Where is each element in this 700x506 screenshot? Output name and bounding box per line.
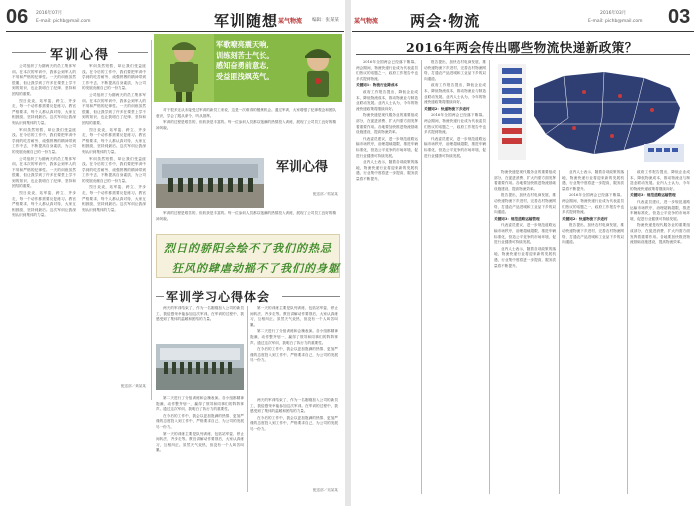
title2-rule-right bbox=[282, 296, 340, 297]
training-photo-2 bbox=[156, 344, 244, 390]
slogan-line-2: 狂风的肆虐动摇不了我们的身躯 bbox=[172, 262, 340, 275]
brand-logo: 某气物流 bbox=[278, 18, 303, 25]
title-rule-left bbox=[12, 52, 46, 53]
section-title: 军训随想 bbox=[214, 12, 279, 30]
middle-credit: 配送部／郭某某 bbox=[312, 192, 338, 196]
logistics-map bbox=[494, 58, 690, 166]
column-divider bbox=[151, 40, 152, 400]
article1-credit: 配送部／黄某某 bbox=[120, 384, 146, 388]
training-photo-1 bbox=[156, 158, 264, 208]
article-title-study: 军训学习心得体会 bbox=[166, 290, 271, 304]
article2-credit: 配送部／吴某某 bbox=[312, 488, 338, 492]
map-graphic bbox=[494, 58, 690, 166]
header-date: 2016年07月 bbox=[36, 11, 63, 16]
news-column-3: 物流快递是现代服务业的重要组成部分，在促进消费、扩大内需方面发挥着重要作用。各地要加快推进物流基础设施建设，提高物流效率。 报告提出，加快农村电商发展，推动快递物流下乡进村，完善农村物流网络，打通农产品进城和工业品下乡的双向通道。 关键词3：规范道路运输管理 代表委员建议，进一步规范道路运输市场秩序，治理超载超限，推进车辆标准化，营造公平竞争的市场环境，促进行业健康可持续发展。 业内人士表示，随着各项政策的落地，物流快递行业将迎来新的发展机遇，行业集中度将进一步提高，服务质量将不断提升。 bbox=[494, 170, 556, 268]
page-gutter bbox=[345, 0, 351, 506]
page-number-right: 03 bbox=[668, 6, 691, 28]
soldier-icon-right bbox=[305, 49, 331, 97]
brand-logo-right: 某气物流 bbox=[354, 18, 379, 25]
article2-column-right: 第一天的训练主要是队列训练，包括站军姿、停止间转法、齐步走等。教官讲解动作要领后，大家认真练习，互相纠正。虽然天气炎热，但没有一个人叫苦叫累。 第二天进行了分组训练和会操表演。各小组都精神饱满，动作整齐划一，赢得了领导和同事们的阵阵掌声。通过这次军训，我明白了执行力的重要性。 在今后的工作中，我会以更加饱满的热情、更加严谨的态度投入到工作中，严格要求自己，为公司的发展尽一份力。 bbox=[250, 306, 338, 363]
headline: 2016年两会传出哪些物流快递新政策？ bbox=[406, 40, 638, 55]
header-email-right: E-mail: pichb@mail.com bbox=[588, 19, 643, 24]
left-header bbox=[6, 6, 344, 32]
article1-column-1: 公司组织了为期两天的员工集体军训。在本次的军训中，我体会到军人的不易和严格的纪律性。一天的训练虽然很累，但让我学到了许多在课堂上学不到的知识，也让我明白了纪律、坚持和团结的重要。 烈日炎炎，站军姿、跨立、齐步走，每一个动作都需要反复练习。教官严格要求，每个人都认真对待，大家互相鼓励，坚持到最后。这次军训让我深刻认识到集体的力量。 军训虽然短暂，却让我们受益匪浅。在今后的工作中，我们要把军训中学到的吃苦耐劳、顽强拼搏的精神带到工作中去，不断提高自身素质，为公司的发展贡献自己的一份力量。 公司组织了为期两天的员工集体军训。在本次的军训中，我体会到军人的不易和严格的纪律性。一天的训练虽然很累，但让我学到了许多在课堂上学不到的知识，也让我明白了纪律、坚持和团结的重要。 烈日炎炎，站军姿、跨立、齐步走，每一个动作都需要反复练习。教官严格要求，每个人都认真对待，大家互相鼓励，坚持到最后。这次军训让我深刻认识到集体的力量。 bbox=[12, 64, 76, 218]
news-column-5: 政府工作报告提出，降低企业成本，降低物流成本，推动物流业与制造业联动发展。业内人士认为，今年的物流快递政策将继续向好。 关键词3：规范道路运输管理 代表委员建议，进一步规范道路运输市场秩序，治理超载超限，推进车辆标准化，营造公平竞争的市场环境，促进行业健康可持续发展。 物流快递是现代服务业的重要组成部分，在促进消费、扩大内需方面发挥着重要作用。各地要加快推进物流基础设施建设，提高物流效率。 bbox=[630, 170, 690, 245]
article1-middle-text: 对于很多还从未接受过军训的新员工来说，这是一次难得的锻炼机会。通过军训，大家增强了纪律观念和团队意识，学会了服从命令、听从指挥。 军训的过程是艰苦的，但收获是丰富的。每一位参训人员都以饱满的热情投入训练，展现了公司员工良好的精神风貌。 bbox=[156, 108, 336, 130]
left-page bbox=[6, 6, 344, 500]
article2-column-right-lower: 两天的军训结束了，作为一名刚刚加入公司的新员工，我倍感荣幸能参加这次军训。在军训的过程中，我感受到了集体的温暖和团结的力量。 在今后的工作中，我会以更加饱满的热情、更加严谨的态度投入到工作中，严格要求自己，为公司的发展尽一份力。 bbox=[250, 398, 338, 431]
news-divider-4 bbox=[627, 170, 628, 494]
right-page bbox=[352, 6, 694, 500]
poster-banner bbox=[154, 34, 342, 102]
news-divider-1 bbox=[421, 60, 422, 494]
title-rule-right bbox=[118, 52, 148, 53]
section-title-right: 两会·物流 bbox=[410, 12, 481, 30]
news-column-1: 2016年全国两会已经落下帷幕。两会期间，物流快递行业成为代表委员们热议的话题之一，政府工作报告中也多次提到物流。 关键词1：物流行业降成本 政府工作报告提出，降低企业成本，降低物流成本，推动物流业与制造业联动发展。业内人士认为，今年的物流快递政策将继续向好。 物流快递是现代服务业的重要组成部分，在促进消费、扩大内需方面发挥着重要作用。各地要加快推进物流基础设施建设，提高物流效率。 代表委员建议，进一步规范道路运输市场秩序，治理超载超限，推进车辆标准化，营造公平竞争的市场环境，促进行业健康可持续发展。 业内人士表示，随着各项政策的落地，物流快递行业将迎来新的发展机遇，行业集中度将进一步提高，服务质量将不断提升。 bbox=[356, 60, 418, 181]
poster-verse: 军歌嘹亮震天响, 训练刻苦士气长。 感知奋勇前意志, 受益匪浅飒英气。 bbox=[216, 40, 274, 81]
header-date-right: 2016年03月 bbox=[600, 11, 627, 16]
news-divider-3 bbox=[559, 170, 560, 494]
article1-column-2: 军训虽然短暂，却让我们受益匪浅。在今后的工作中，我们要把军训中学到的吃苦耐劳、顽强拼搏的精神带到工作中去，不断提高自身素质，为公司的发展贡献自己的一份力量。 公司组织了为期两天的员工集体军训。在本次的军训中，我体会到军人的不易和严格的纪律性。一天的训练虽然很累，但让我学到了许多在课堂上学不到的知识，也让我明白了纪律、坚持和团结的重要。 烈日炎炎，站军姿、跨立、齐步走，每一个动作都需要反复练习。教官严格要求，每个人都认真对待，大家互相鼓励，坚持到最后。这次军训让我深刻认识到集体的力量。 军训虽然短暂，却让我们受益匪浅。在今后的工作中，我们要把军训中学到的吃苦耐劳、顽强拼搏的精神带到工作中去，不断提高自身素质，为公司的发展贡献自己的一份力量。 烈日炎炎，站军姿、跨立、齐步走，每一个动作都需要反复练习。教官严格要求，每个人都认真对待，大家互相鼓励，坚持到最后。这次军训让我深刻认识到集体的力量。 bbox=[82, 64, 146, 212]
headline-rule bbox=[356, 54, 690, 55]
header-email: E-mail: pichb@mail.com bbox=[36, 19, 91, 24]
article1-middle-tail: 军训的过程是艰苦的，但收获是丰富的。每一位参训人员都以饱满的热情投入训练，展现了公司员工良好的精神风貌。 bbox=[156, 211, 336, 221]
title2-rule-left bbox=[156, 296, 164, 297]
calligraphy-title: 军训心得 bbox=[275, 160, 328, 175]
news-column-4: 业内人士表示，随着各项政策的落地，物流快递行业将迎来新的发展机遇，行业集中度将进一步提高，服务质量将不断提升。 2016年全国两会已经落下帷幕。两会期间，物流快递行业成为代表委员们热议的话题之一，政府工作报告中也多次提到物流。 关键词2：快递物流下乡进村 报告提出，加快农村电商发展，推动快递物流下乡进村，完善农村物流网络，打通农产品进城和工业品下乡的双向通道。 bbox=[562, 170, 624, 245]
news-column-2: 报告提出，加快农村电商发展，推动快递物流下乡进村，完善农村物流网络，打通农产品进城和工业品下乡的双向通道。 政府工作报告提出，降低企业成本，降低物流成本，推动物流业与制造业联动发展。业内人士认为，今年的物流快递政策将继续向好。 关键词2：快递物流下乡进村 2016年全国两会已经落下帷幕。两会期间，物流快递行业成为代表委员们热议的话题之一，政府工作报告中也多次提到物流。 代表委员建议，进一步规范道路运输市场秩序，治理超载超限，推进车辆标准化，营造公平竞争的市场环境，促进行业健康可持续发展。 bbox=[424, 60, 486, 158]
news-divider-2 bbox=[489, 60, 490, 494]
article2-intro: 两天的军训结束了，作为一名刚刚加入公司的新员工，我倍感荣幸能参加这次军训。在军训的过程中，我感受到了集体的温暖和团结的力量。 bbox=[156, 306, 244, 322]
page-number: 06 bbox=[6, 6, 29, 28]
header-editor: 编辑：张某某 bbox=[312, 18, 339, 23]
article2-divider bbox=[247, 306, 248, 492]
article2-column-left: 第二天进行了分组训练和会操表演。各小组都精神饱满，动作整齐划一，赢得了领导和同事们的阵阵掌声。通过这次军训，我明白了执行力的重要性。 在今后的工作中，我会以更加饱满的热情、更加严谨的态度投入到工作中，严格要求自己，为公司的发展尽一份力。 第一天的训练主要是队列训练，包括站军姿、停止间转法、齐步走等。教官讲解动作要领后，大家认真练习，互相纠正。虽然天气炎热，但没有一个人叫苦叫累。 bbox=[156, 396, 244, 453]
slogan-line-1: 烈日的骄阳会绘不了我们的热忌 bbox=[164, 242, 332, 255]
right-header bbox=[352, 6, 694, 32]
article-title-training: 军训心得 bbox=[50, 48, 111, 63]
